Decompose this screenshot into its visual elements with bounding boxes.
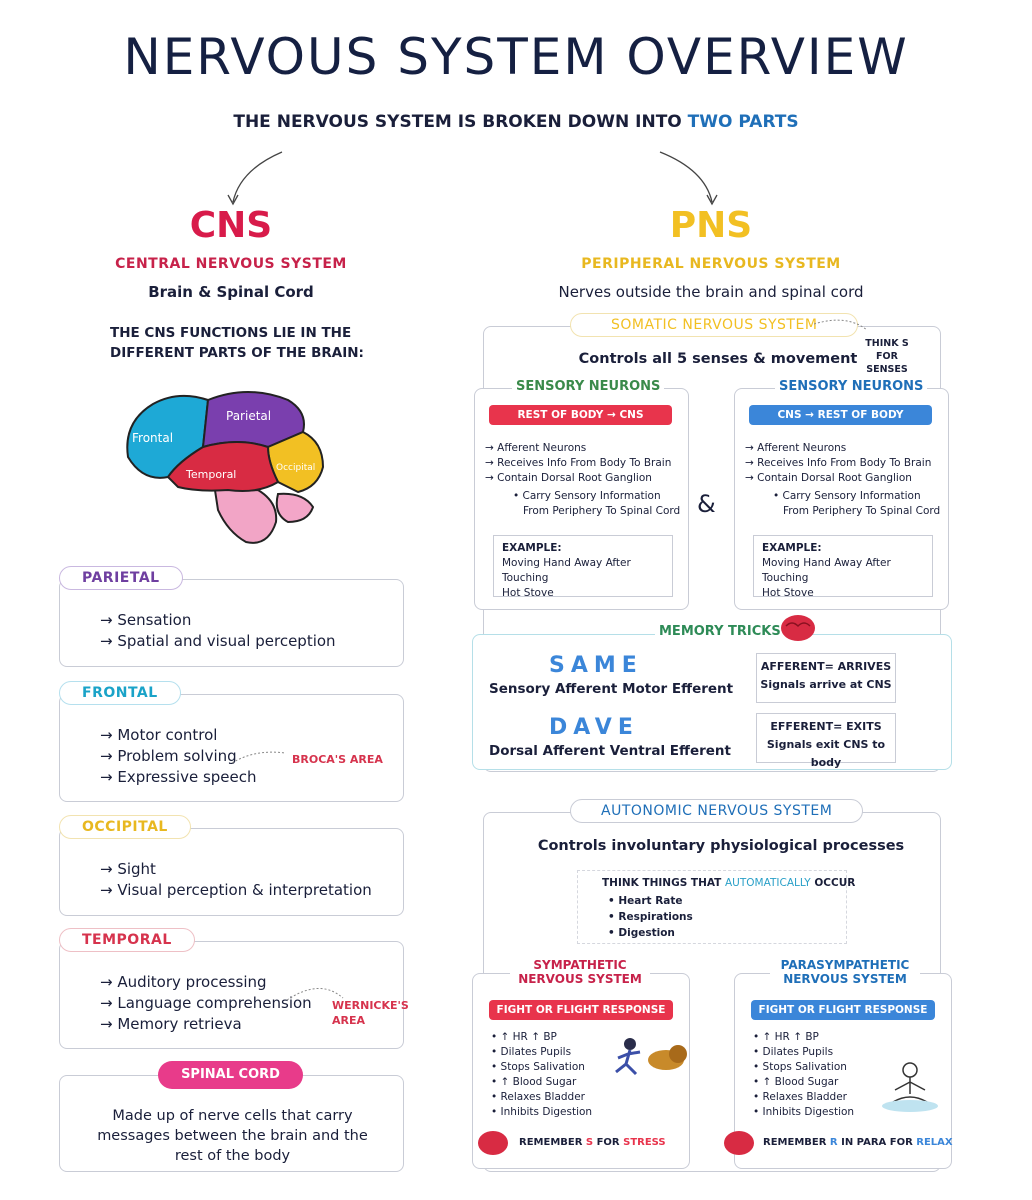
sympathetic-bar: FIGHT OR FLIGHT RESPONSE [489,1000,673,1020]
parasympathetic-box [734,973,952,1169]
sensory-left-example [493,535,673,597]
list-item: • Relaxes Bladder [491,1091,585,1103]
parasympathetic-bar: FIGHT OR FLIGHT RESPONSE [751,1000,935,1020]
spinal-cord-tab: SPINAL CORD [158,1061,303,1089]
list-item: → Afferent Neurons [485,442,587,454]
list-item: • Inhibits Digestion [491,1106,593,1118]
example-line2: Hot Stove [502,587,554,599]
list-item: • Stops Salivation [753,1061,847,1073]
think-line1: THINK S FOR [865,338,909,362]
sympathetic-box [472,973,690,1169]
lobe-box-parietal [59,579,404,667]
somatic-controls: Controls all 5 senses & movement [578,351,858,367]
temporal-list [100,972,312,1035]
branch-arrows [0,140,1032,210]
sensory-right-list [745,441,945,519]
example-heading: EXAMPLE: [762,542,822,554]
cns-functions-line2: DIFFERENT PARTS OF THE BRAIN: [110,345,364,361]
pns-full-name: PERIPHERAL NERVOUS SYSTEM [581,256,841,272]
pns-description: Nerves outside the brain and spinal cord [558,283,864,301]
efferent-box [756,713,896,769]
wernicke-note-line1: WERNICKE'S [332,999,409,1012]
cerebellum-shape [277,494,313,522]
list-item: → Language comprehension [100,993,312,1014]
list-item: → Afferent Neurons [745,442,847,454]
list-item: • ↑ HR ↑ BP [753,1031,819,1043]
brain-label-occipital: Occipital [276,463,316,473]
memory-tricks-label: MEMORY TRICKS [655,624,785,639]
list-item: From Periphery To Spinal Cord [783,505,941,517]
lobe-tab-temporal: TEMPORAL [59,928,195,952]
list-item: • ↑ HR ↑ BP [491,1031,557,1043]
example-line1: Moving Hand Away After Touching [502,557,631,584]
dave-expansion: Dorsal Afferent Ventral Efferent [489,743,731,759]
brain-illustration [118,382,338,552]
afferent-box [756,653,896,703]
list-item: → Expressive speech [100,767,257,788]
sensory-right-bar: CNS → REST OF BODY [749,405,932,425]
brain-icon [475,1128,511,1158]
list-item: • Dilates Pupils [491,1046,572,1058]
parasympathetic-list [753,1030,854,1120]
cns-functions-line1: THE CNS FUNCTIONS LIE IN THE [110,325,352,341]
cns-description: Brain & Spinal Cord [148,283,314,301]
list-item: → Motor control [100,725,257,746]
afferent-head: AFFERENT= ARRIVES [760,660,892,673]
spinal-cord-text: Made up of nerve cells that carry messages between the brain and the rest of the body [97,1108,368,1164]
lobe-box-occipital [59,828,404,916]
think-line2: SENSES [866,364,908,375]
spinal-cord-box [59,1075,404,1172]
autonomic-controls: Controls involuntary physiological processes [537,838,905,854]
ampersand: & [697,490,716,518]
list-item: From Periphery To Spinal Cord [523,505,681,517]
list-item: → Contain Dorsal Root Ganglion [485,472,652,484]
sympathetic-remember: REMEMBER S FOR STRESS [519,1137,666,1148]
autonomic-tab: AUTONOMIC NERVOUS SYSTEM [570,799,863,823]
list-item: → Receives Info From Body To Brain [745,457,932,469]
running-lion-icon [608,1034,688,1079]
meditating-person-icon [875,1058,945,1118]
list-item: • Digestion [608,927,675,939]
list-item: • Stops Salivation [491,1061,585,1073]
list-item: • Dilates Pupils [753,1046,834,1058]
somatic-tab: SOMATIC NERVOUS SYSTEM [570,313,858,337]
list-item: → Sight [100,859,372,880]
sympathetic-heading: SYMPATHETIC NERVOUS SYSTEM [510,958,650,986]
example-line2: Hot Stove [762,587,814,599]
broca-area-note: BROCA'S AREA [292,753,383,766]
parietal-list [100,610,336,652]
example-heading: EXAMPLE: [502,542,562,554]
sensory-box-right [734,388,949,610]
subtitle-accent: TWO PARTS [687,112,799,132]
lobe-tab-occipital: OCCIPITAL [59,815,191,839]
brain-label-temporal: Temporal [186,468,237,481]
list-item: → Visual perception & interpretation [100,880,372,901]
brain-label-parietal: Parietal [226,409,272,423]
afferent-sub: Signals arrive at CNS [760,678,892,691]
example-line1: Moving Hand Away After Touching [762,557,891,584]
brain-icon [778,612,818,644]
list-item: → Spatial and visual perception [100,631,336,652]
automatic-box [577,870,856,944]
sensory-right-example [753,535,933,597]
brain-icon [721,1128,757,1158]
list-item: → Problem solving [100,746,257,767]
sensory-box-left [474,388,689,610]
cns-heading: CNS [189,205,273,246]
list-item: • Heart Rate [608,895,683,907]
somatic-think-connector [812,316,872,336]
brain-label-frontal: Frontal [132,431,174,445]
page-subtitle [0,112,1032,132]
same-expansion: Sensory Afferent Motor Efferent [489,681,734,697]
lobe-tab-frontal: FRONTAL [59,681,181,705]
list-item: → Sensation [100,610,336,631]
efferent-sub: Signals exit CNS to body [766,738,886,769]
list-item: • ↑ Blood Sugar [753,1076,839,1088]
subtitle-text: THE NERVOUS SYSTEM IS BROKEN DOWN INTO [233,112,682,132]
occipital-list [100,859,372,901]
wernicke-note-line2: AREA [332,1014,366,1027]
list-item: → Auditory processing [100,972,312,993]
efferent-head: EFFERENT= EXITS [770,720,882,733]
list-item: • Respirations [608,911,693,923]
page-title: NERVOUS SYSTEM OVERVIEW [123,28,909,86]
sensory-right-label: SENSORY NEURONS [775,379,927,394]
wernicke-area-note [332,998,409,1028]
automatic-list [608,893,693,941]
dave-word: DAVE [549,715,639,740]
sensory-left-label: SENSORY NEURONS [512,379,664,394]
cns-functions-intro [110,323,364,363]
list-item: → Receives Info From Body To Brain [485,457,672,469]
parasympathetic-remember: REMEMBER R IN PARA FOR RELAX [763,1137,953,1148]
lobe-box-frontal [59,694,404,802]
list-item: • ↑ Blood Sugar [491,1076,577,1088]
list-item: • Carry Sensory Information [773,490,921,502]
cns-full-name: CENTRAL NERVOUS SYSTEM [115,256,347,272]
parasympathetic-heading: PARASYMPATHETIC NERVOUS SYSTEM [770,958,920,986]
lobe-box-temporal [59,941,409,1049]
list-item: • Relaxes Bladder [753,1091,847,1103]
sensory-left-bar: REST OF BODY → CNS [489,405,672,425]
list-item: → Memory retrieva [100,1014,312,1035]
automatic-heading: THINK THINGS THAT AUTOMATICALLY OCCUR [602,877,856,889]
lobe-tab-parietal: PARIETAL [59,566,183,590]
list-item: • Carry Sensory Information [513,490,661,502]
sensory-left-list [485,441,685,519]
list-item: → Contain Dorsal Root Ganglion [745,472,912,484]
same-word: SAME [549,653,643,678]
list-item: • Inhibits Digestion [753,1106,855,1118]
sympathetic-list [491,1030,592,1120]
pns-heading: PNS [669,205,753,246]
broca-connector [230,747,290,767]
memory-tricks-box [472,634,952,770]
